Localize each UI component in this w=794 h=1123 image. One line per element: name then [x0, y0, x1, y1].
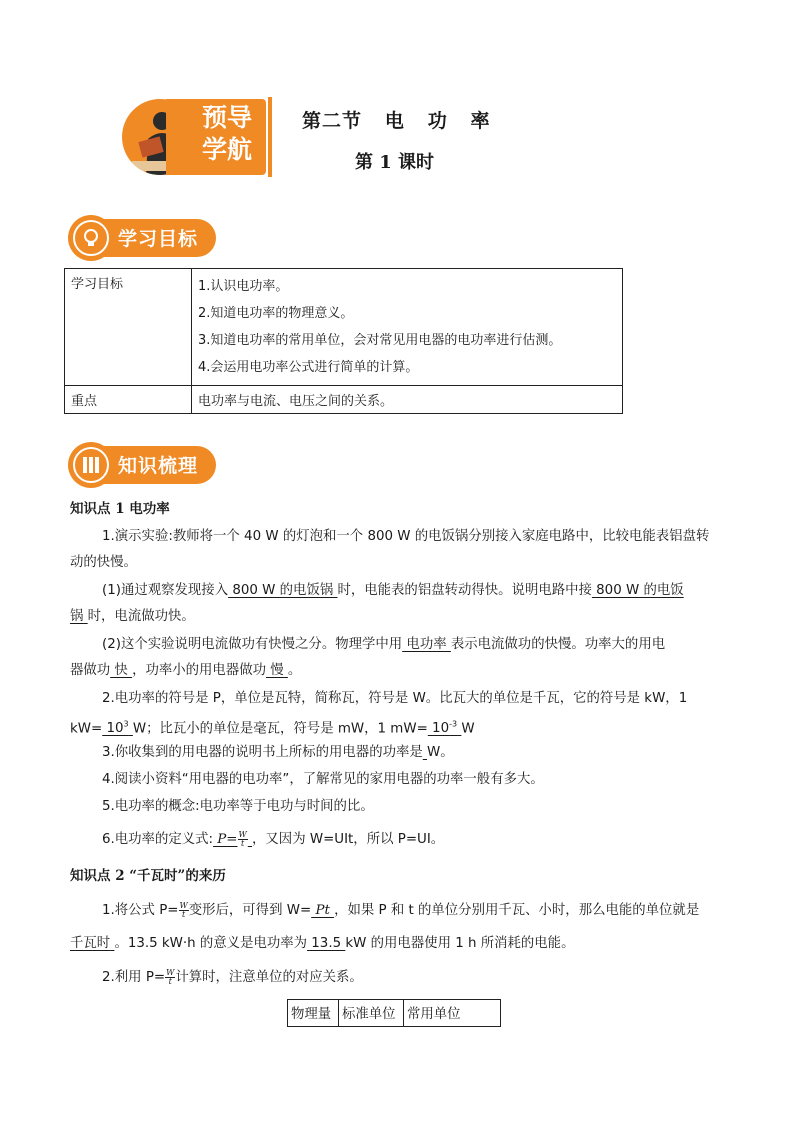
kp2-line: 千瓦时 。13.5 kW·h 的意义是电功率为 13.5 kW 的用电器使用 1 h 所消耗的电能。	[70, 936, 575, 951]
header-badge	[122, 97, 270, 177]
kp1-line: $kW= 10^3$ W；比瓦小的单位是毫瓦，符号是 mW，1 $mW= 10^{-3}$ W	[70, 720, 475, 737]
kp2-heading: 知识点 2 “千瓦时”的来历	[70, 868, 226, 884]
goal-item: 2.知道电功率的物理意义。	[198, 306, 354, 321]
page-subtitle: 第 1 课时	[355, 152, 435, 173]
page-title: 第二节 电 功 率	[302, 110, 491, 132]
kp1-heading: 知识点 1 电功率	[70, 501, 170, 517]
kp1-line: 3.你收集到的用电器的说明书上所标的用电器的功率是 W。	[102, 745, 454, 760]
units-header: 标准单位	[339, 1000, 404, 1027]
kp1-line: (1)通过观察发现接入 800 W 的电饭锅 时，电能表的铝盘转动得快。说明电路中接 800 W 的电饭	[102, 583, 684, 598]
kp2-line: 1.将公式 P= $\frac{W}{t}$ 变形后，可得到 W= Pt ，如果 P 和 t 的单位分别用千瓦、小时，那么电能的单位就是	[102, 900, 700, 919]
section-label: 学习目标	[118, 228, 199, 250]
key-point-text: 电功率与电流、电压之间的关系。	[192, 386, 623, 414]
answer-blank: 慢	[265, 663, 288, 678]
answer-blank: 13.5	[307, 936, 346, 951]
kp1-line: 1.演示实验:教师将一个 40 W 的灯泡和一个 800 W 的电饭锅分别接入家庭电路中，比较电能表铝盘转	[102, 529, 710, 544]
answer-blank: $10^{-3}$	[427, 720, 458, 737]
section-tag-goals	[68, 215, 216, 261]
kp1-line: 锅 时，电流做功快。	[70, 609, 195, 624]
kp1-line: 动的快慢。	[70, 555, 137, 570]
lightbulb-icon	[75, 222, 107, 254]
answer-blank: 800 W 的电饭锅	[228, 583, 338, 598]
goal-item: 1.认识电功率。	[198, 279, 289, 294]
units-header: 常用单位	[404, 1000, 501, 1027]
kp1-line: 5.电功率的概念:电功率等于电功与时间的比。	[102, 799, 374, 814]
key-point-label: 重点	[65, 386, 192, 414]
answer-blank: 快	[110, 663, 133, 678]
goal-item: 4.会运用电功率公式进行简单的计算。	[198, 360, 419, 375]
units-table	[287, 999, 501, 1027]
goals-table	[64, 268, 623, 414]
kp1-line: (2)这个实验说明电流做功有快慢之分。物理学中用 电功率 表示电流做功的快慢。功率大的用电	[102, 637, 666, 652]
answer-blank: 800 W 的电饭	[591, 583, 684, 598]
kp1-line: 2.电功率的符号是 P，单位是瓦特，简称瓦，符号是 W。比瓦大的单位是千瓦，它的符号是 kW，1	[102, 691, 688, 706]
answer-blank: 电功率	[402, 637, 451, 652]
answer-blank: $10^3$	[102, 720, 129, 737]
kp1-line: 器做功 快 ，功率小的用电器做功 慢 。	[70, 663, 302, 678]
section-label: 知识梳理	[118, 455, 199, 477]
kp2-line: 2.利用 P= $\frac{W}{t}$ 计算时，注意单位的对应关系。	[102, 967, 363, 986]
badge-text-1: 预导	[202, 103, 253, 132]
books-icon	[75, 449, 107, 481]
answer-blank: P= $\frac{W}{t}$	[213, 829, 247, 848]
goals-label: 学习目标	[65, 269, 192, 386]
units-header: 物理量	[288, 1000, 339, 1027]
section-tag-knowledge	[68, 442, 216, 488]
badge-text-2: 学航	[202, 135, 253, 164]
kp1-line: 4.阅读小资料“用电器的电功率”，了解常见的家用电器的功率一般有多大。	[102, 772, 544, 787]
goal-item: 3.知道电功率的常用单位，会对常见用电器的电功率进行估测。	[198, 333, 562, 348]
answer-blank: Pt	[311, 903, 335, 918]
kp1-line: 6.电功率的定义式: P= $\frac{W}{t}$ ，又因为 W=UIt，所以 P=UI。	[102, 829, 445, 848]
